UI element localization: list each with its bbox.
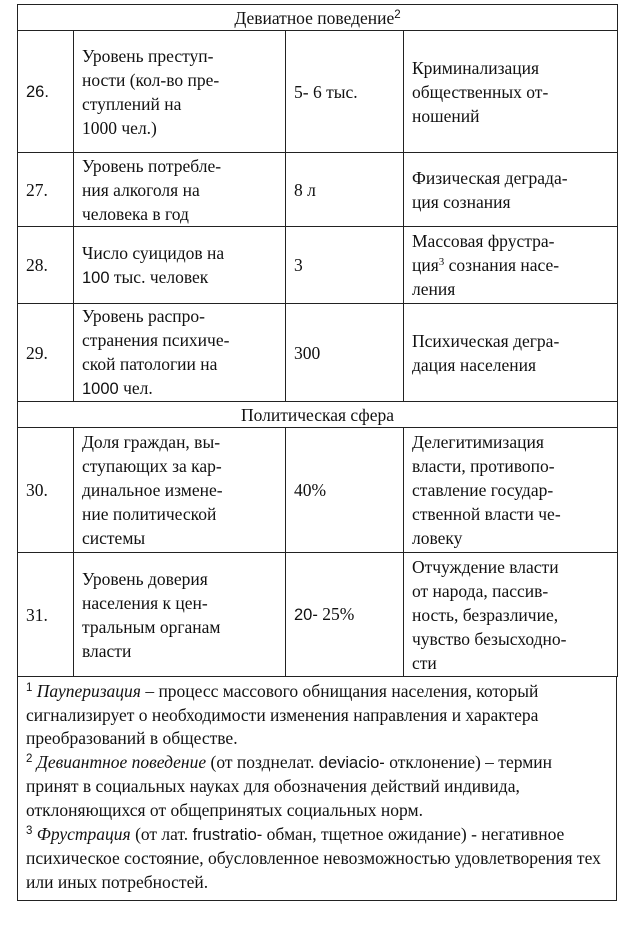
table-row (18, 153, 618, 227)
footnote-2: $^2$ Девиантное поведение (от позднелат. deviacio- отклонение) – термин принят в социальных науках для обозначения действий индивида, отклоняющихся от общепринятых социальных норм. (26, 751, 553, 820)
table-row (18, 31, 618, 153)
section-title-political: Политическая сфера (18, 402, 618, 428)
indicators-table (17, 4, 618, 677)
indicator-cell: Уровень преступ- ности (кол-во пре- ступлений на 1000 чел.) (74, 31, 286, 153)
value-cell: 40% (286, 428, 404, 553)
value-cell: 5- 6 тыс. (286, 31, 404, 153)
footnotes (17, 677, 617, 901)
indicator-cell: Доля граждан, вы- ступающих за кар- динальное измене- ние политической системы (74, 428, 286, 553)
row-number: 27. (18, 153, 74, 227)
table-row (18, 553, 618, 677)
footnote-1: $^1$ Пауперизация – процесс массового обнищания населения, который сигнализирует о необходимости изменения направления и характера преобразований в обществе. (26, 681, 539, 749)
section-header-deviant (18, 5, 618, 31)
table-row (18, 304, 618, 402)
indicator-cell: Уровень потребле- ния алкоголя на человека в год (74, 153, 286, 227)
table-row (18, 428, 618, 553)
section-title-deviant: Девиатное поведение$^2$ (18, 5, 618, 31)
consequence-cell: Отчуждение власти от народа, пассив- ность, безразличие, чувство безысходно- сти (404, 553, 618, 677)
value-cell: 8 л (286, 153, 404, 227)
consequence-cell: Делегитимизация власти, противопо- ставление государ- ственной власти че- ловеку (404, 428, 618, 553)
section-header-political (18, 402, 618, 428)
row-number: 26. (18, 31, 74, 153)
row-number: 31. (18, 553, 74, 677)
indicator-cell: Уровень доверия населения к цен- тральным органам власти (74, 553, 286, 677)
row-number: 30. (18, 428, 74, 553)
row-number: 29. (18, 304, 74, 402)
footnote-3: $^3$ Фрустрация (от лат. frustratio- обман, тщетное ожидание) - негативное психическое состояние, обусловленное невозможностью удовлетворения тех или иных потребностей. (26, 823, 601, 892)
value-cell: 300 (286, 304, 404, 402)
consequence-cell: Психическая дегра- дация населения (404, 304, 618, 402)
value-cell: 3 (286, 227, 404, 304)
indicator-cell: Уровень распро- странения психиче- ской патологии на 1000 чел. (74, 304, 286, 402)
table-row (18, 227, 618, 304)
consequence-cell: Криминализация общественных от- ношений (404, 31, 618, 153)
consequence-cell: Массовая фрустра- ция$^3$ сознания насе- ления (404, 227, 618, 304)
row-number: 28. (18, 227, 74, 304)
value-cell: 20- 25% (286, 553, 404, 677)
document-page (17, 4, 617, 901)
indicator-cell: Число суицидов на 100 тыс. человек (74, 227, 286, 304)
consequence-cell: Физическая деграда- ция сознания (404, 153, 618, 227)
